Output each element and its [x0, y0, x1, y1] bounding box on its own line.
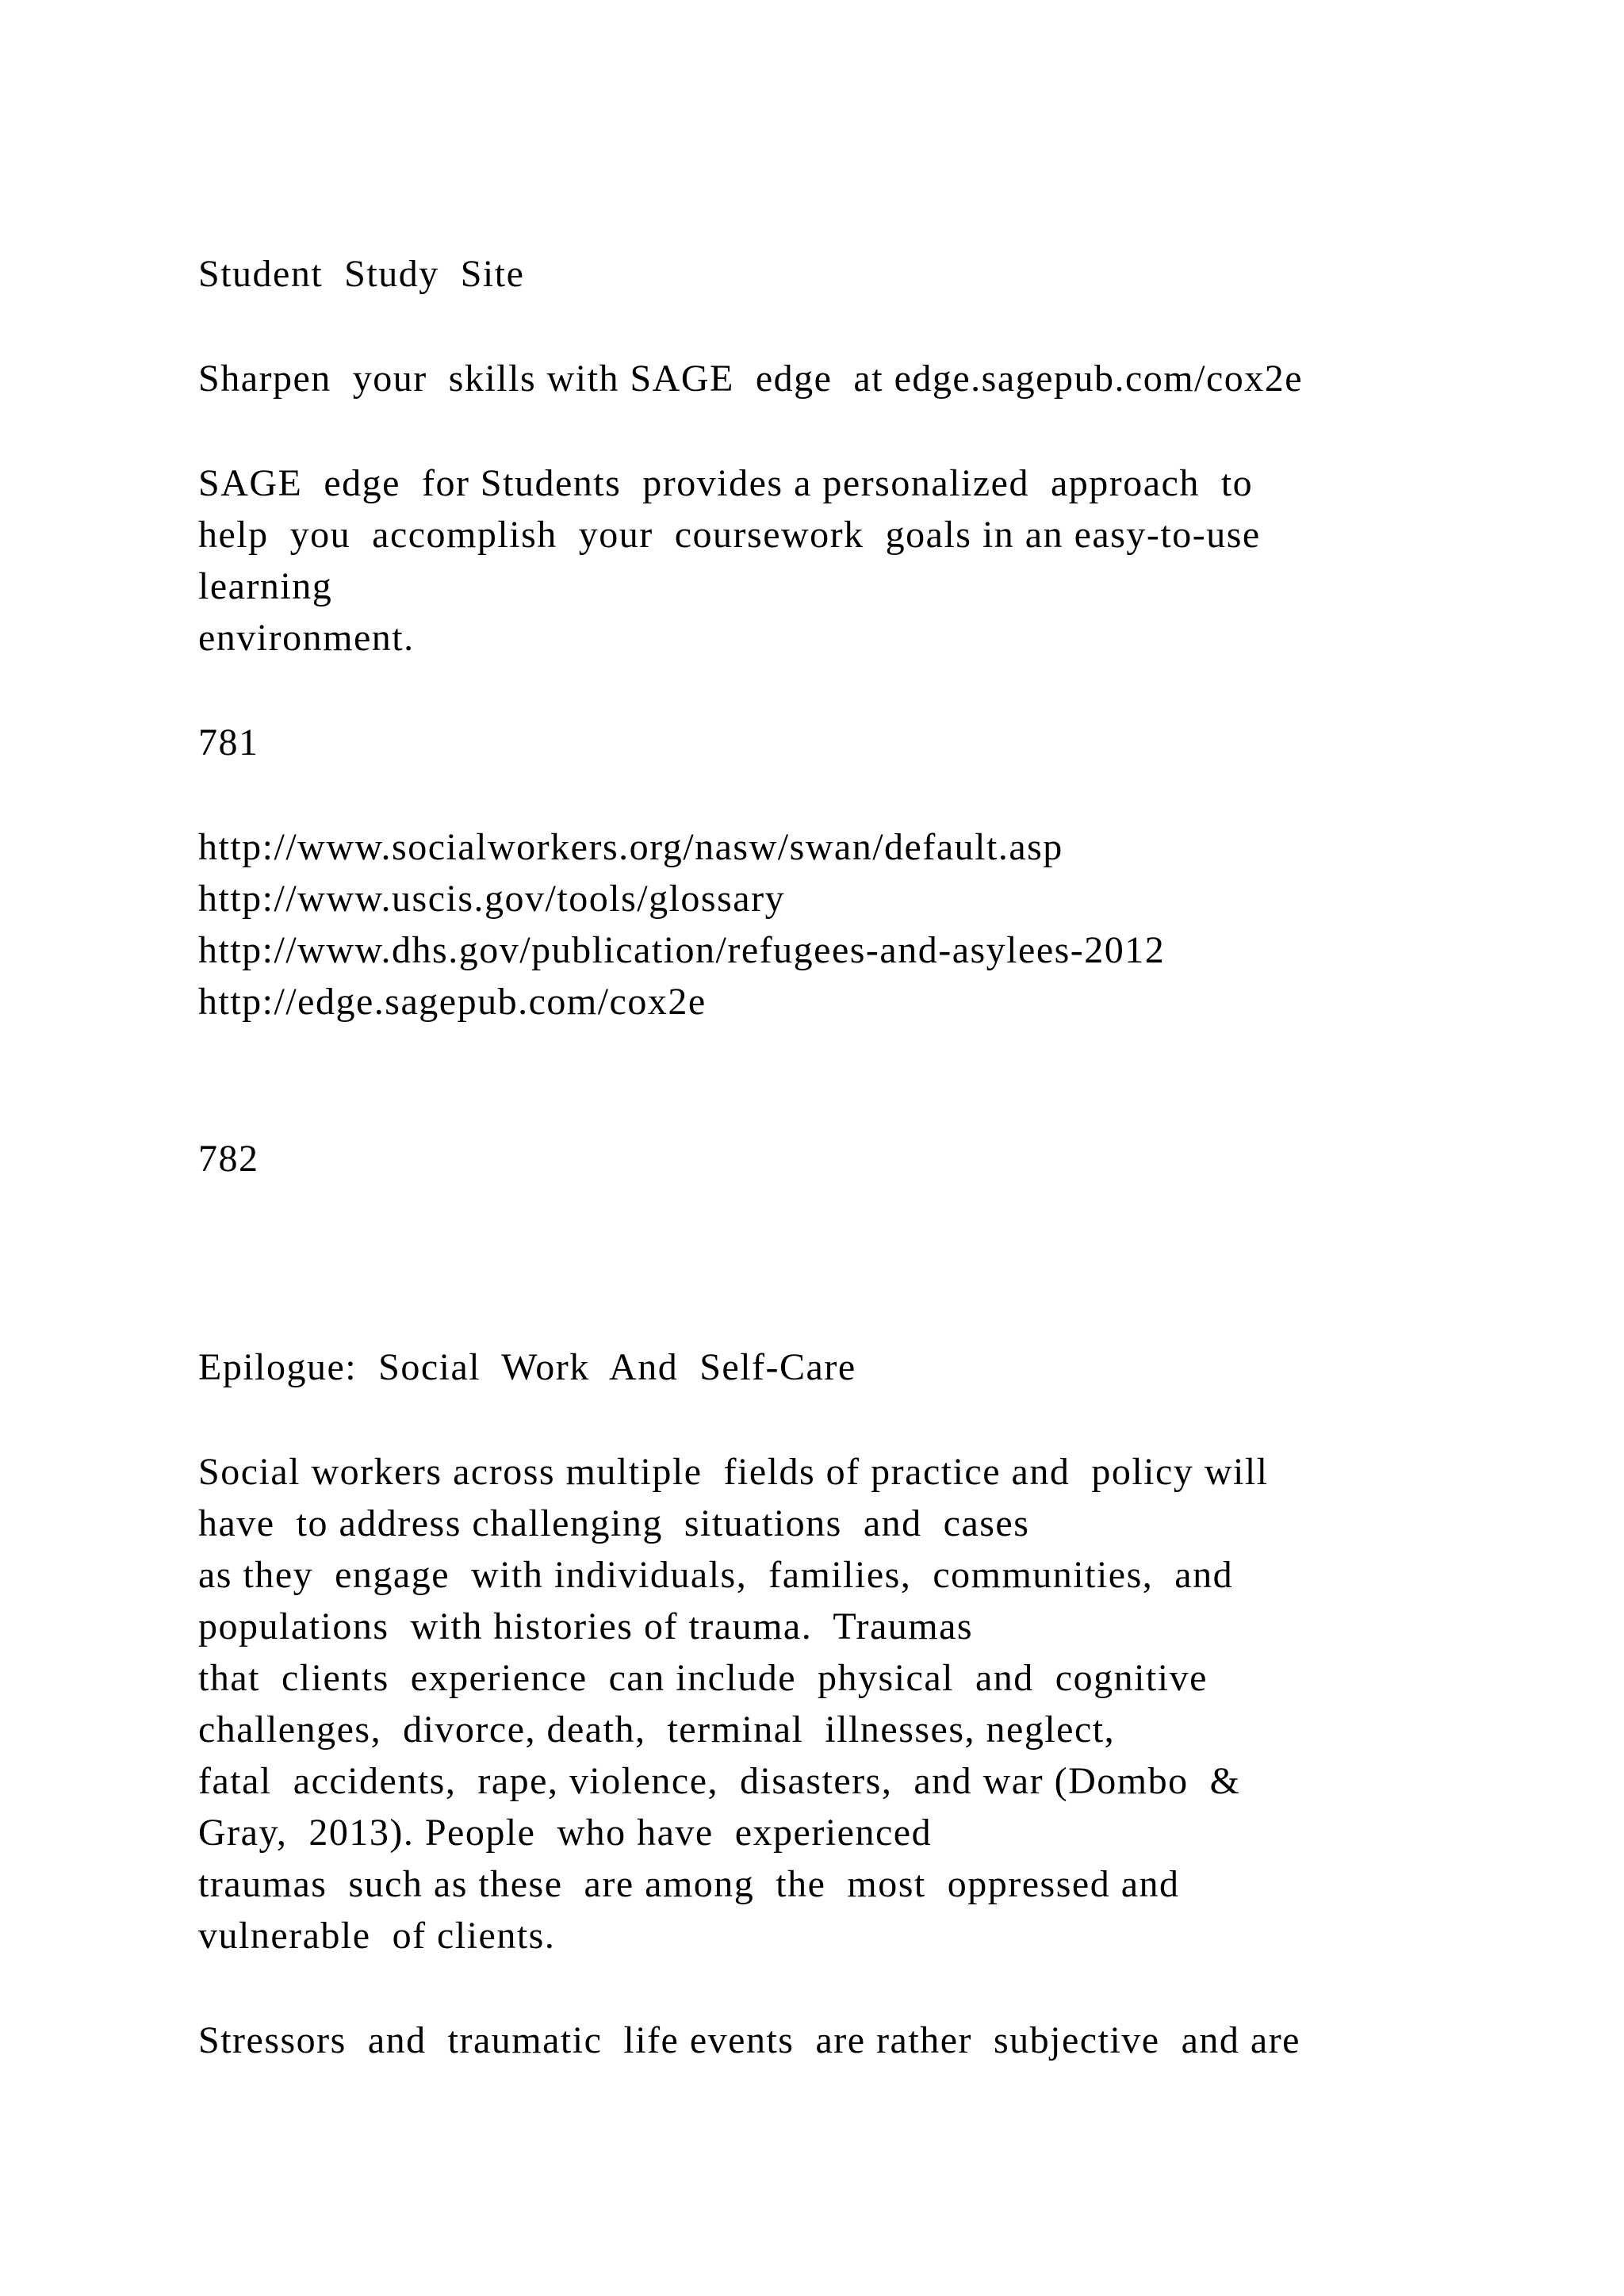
- paragraph1-line-5: that clients experience can include physical and cognitive: [198, 1657, 1208, 1699]
- link-swan[interactable]: http://www.socialworkers.org/nasw/swan/default.asp: [198, 826, 1063, 868]
- epilogue-heading: Epilogue: Social Work And Self-Care: [198, 1346, 856, 1388]
- paragraph1-line-6: challenges, divorce, death, terminal illnesses, neglect,: [198, 1709, 1116, 1751]
- paragraph1-line-4: populations with histories of trauma. Traumas: [198, 1605, 974, 1647]
- intro-line-3: learning: [198, 565, 333, 607]
- page-number-781: 781: [198, 721, 259, 763]
- paragraph1-line-8: Gray, 2013). People who have experienced: [198, 1812, 933, 1854]
- page-number-782: 782: [198, 1138, 259, 1180]
- paragraph1-line-1: Social workers across multiple fields of practice and policy will: [198, 1451, 1269, 1493]
- intro-line-2: help you accomplish your coursework goals in an easy-to-use: [198, 514, 1261, 556]
- paragraph1-line-10: vulnerable of clients.: [198, 1915, 556, 1957]
- link-uscis-glossary[interactable]: http://www.uscis.gov/tools/glossary: [198, 878, 786, 920]
- intro-line-4: environment.: [198, 617, 415, 659]
- paragraph1-line-7: fatal accidents, rape, violence, disasters, and war (Dombo &: [198, 1760, 1241, 1802]
- link-sage-edge[interactable]: http://edge.sagepub.com/cox2e: [198, 981, 707, 1023]
- study-site-heading: Student Study Site: [198, 253, 525, 295]
- paragraph2-line-1: Stressors and traumatic life events are rather subjective and are: [198, 2019, 1300, 2061]
- paragraph1-line-2: have to address challenging situations and cases: [198, 1502, 1030, 1544]
- paragraph1-line-9: traumas such as these are among the most oppressed and: [198, 1863, 1180, 1905]
- sharpen-skills-line: Sharpen your skills with SAGE edge at edge.sagepub.com/cox2e: [198, 358, 1304, 400]
- intro-line-1: SAGE edge for Students provides a personalized approach to: [198, 462, 1254, 504]
- link-dhs-refugees[interactable]: http://www.dhs.gov/publication/refugees-and-asylees-2012: [198, 929, 1166, 971]
- paragraph1-line-3: as they engage with individuals, families, communities, and: [198, 1554, 1234, 1596]
